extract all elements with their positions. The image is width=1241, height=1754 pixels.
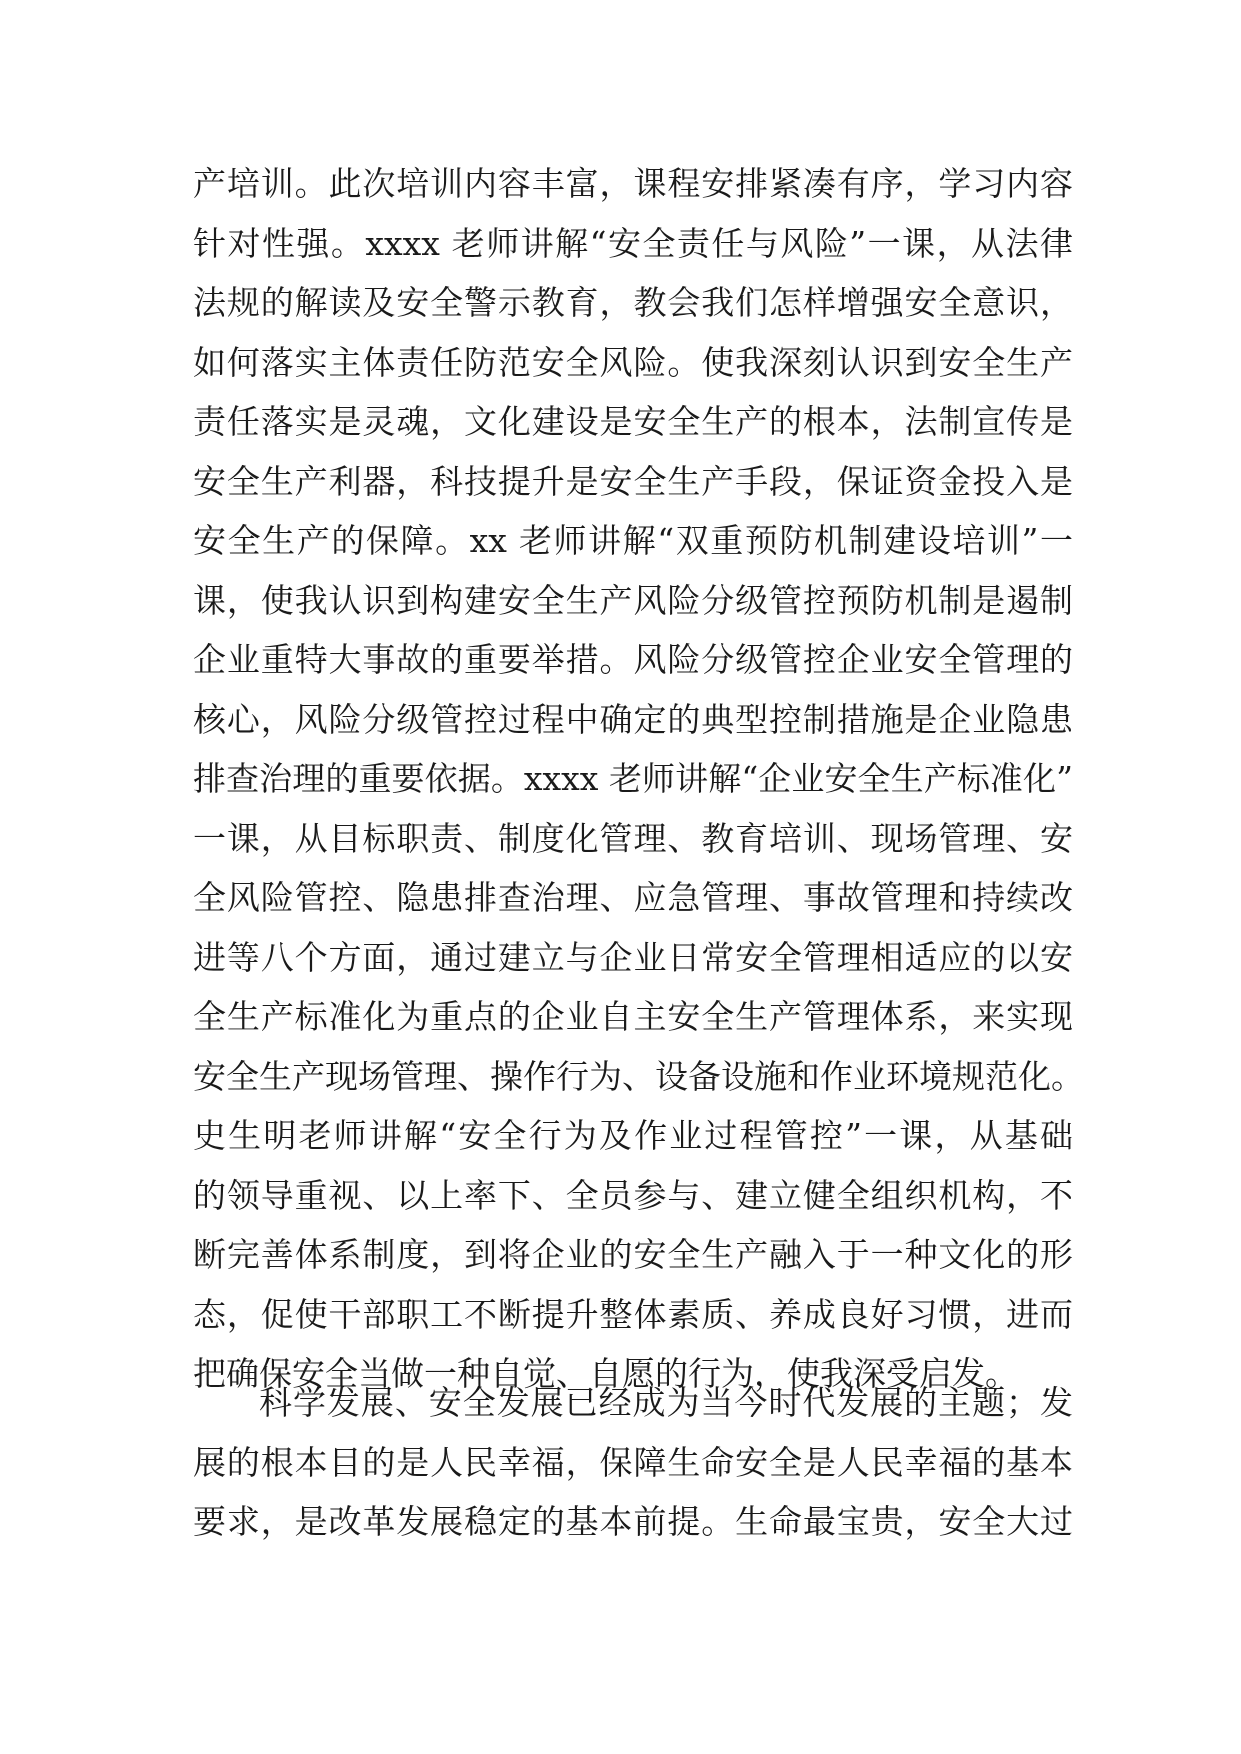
text-line: 安全生产利器，科技提升是安全生产手段，保证资金投入是 bbox=[193, 461, 1073, 501]
text-line: 课，使我认识到构建安全生产风险分级管控预防机制是遏制 bbox=[193, 580, 1073, 620]
text-line: 针对性强。xxxx 老师讲解“安全责任与风险”一课，从法律 bbox=[193, 223, 1073, 263]
text-line: 史生明老师讲解“安全行为及作业过程管控”一课，从基础 bbox=[193, 1116, 1073, 1155]
text-line: 排查治理的重要依据。xxxx 老师讲解“企业安全生产标准化” bbox=[193, 759, 1073, 798]
text-line: 把确保安全当做一种自觉、自愿的行为，使我深受启发。 bbox=[193, 1354, 1018, 1393]
text-line: 责任落实是灵魂，文化建设是安全生产的根本，法制宣传是 bbox=[193, 402, 1073, 441]
text-line: 核心，风险分级管控过程中确定的典型控制措施是企业隐患 bbox=[193, 699, 1073, 739]
text-line: 态，促使干部职工不断提升整体素质、养成良好习惯，进而 bbox=[193, 1294, 1073, 1334]
text-line: 产培训。此次培训内容丰富，课程安排紧凑有序，学习内容 bbox=[193, 164, 1073, 203]
text-line: 要求，是改革发展稳定的基本前提。生命最宝贵，安全大过 bbox=[193, 1502, 1073, 1541]
text-line: 的领导重视、以上率下、全员参与、建立健全组织机构，不 bbox=[193, 1175, 1073, 1215]
text-line: 全生产标准化为重点的企业自主安全生产管理体系，来实现 bbox=[193, 997, 1073, 1036]
text-line: 科学发展、安全发展已经成为当今时代发展的主题；发 bbox=[259, 1383, 1073, 1422]
paragraph-1 bbox=[193, 154, 1084, 1404]
text-line: 一课，从目标职责、制度化管理、教育培训、现场管理、安 bbox=[193, 818, 1073, 858]
text-line: 断完善体系制度，到将企业的安全生产融入于一种文化的形 bbox=[193, 1235, 1073, 1274]
text-line: 企业重特大事故的重要举措。风险分级管控企业安全管理的 bbox=[193, 640, 1073, 679]
text-line: 进等八个方面，通过建立与企业日常安全管理相适应的以安 bbox=[193, 937, 1073, 977]
text-line: 安全生产现场管理、操作行为、设备设施和作业环境规范化。 bbox=[193, 1056, 1084, 1096]
text-line: 安全生产的保障。xx 老师讲解“双重预防机制建设培训”一 bbox=[193, 521, 1073, 560]
text-line: 全风险管控、隐患排查治理、应急管理、事故管理和持续改 bbox=[193, 878, 1073, 917]
text-line: 展的根本目的是人民幸福，保障生命安全是人民幸福的基本 bbox=[193, 1442, 1073, 1482]
text-line: 如何落实主体责任防范安全风险。使我深刻认识到安全生产 bbox=[193, 342, 1073, 382]
text-line: 法规的解读及安全警示教育，教会我们怎样增强安全意识， bbox=[193, 283, 1073, 322]
paragraph-2 bbox=[193, 1373, 1073, 1552]
